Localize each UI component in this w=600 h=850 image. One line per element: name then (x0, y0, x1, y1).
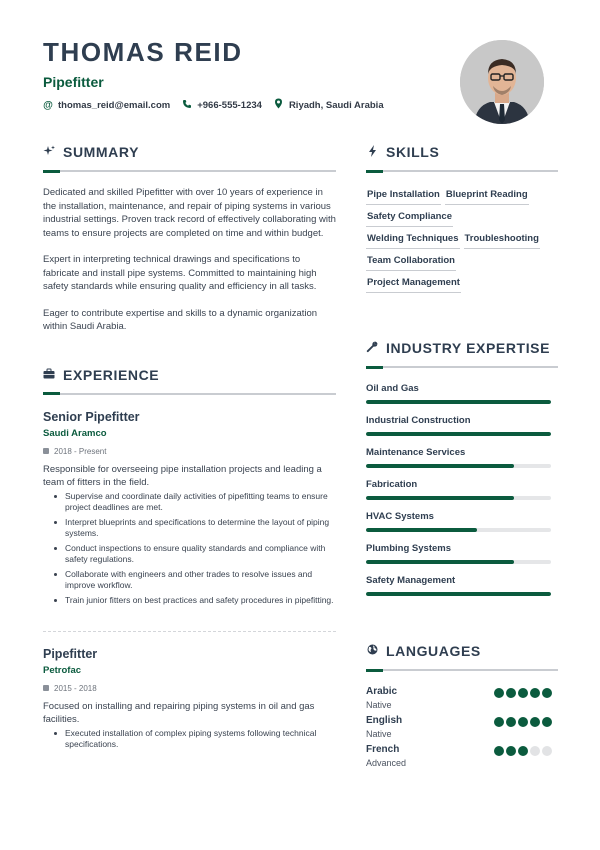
expertise-item (366, 479, 558, 500)
job-description: Responsible for overseeing pipe installation projects and leading a team of fitters in the field. (43, 463, 322, 488)
contact-info (43, 98, 443, 112)
skill-tag: Blueprint Reading (445, 188, 529, 205)
job-bullets (43, 728, 336, 750)
expertise-bar (366, 592, 551, 596)
list-item: Conduct inspections to ensure quality standards and compliance with safety regulations. (43, 543, 336, 565)
job-title: Senior Pipefitter (43, 409, 140, 424)
language-item (366, 744, 558, 773)
skill-spacer (457, 210, 517, 227)
languages-section (366, 642, 558, 773)
expertise-item (366, 511, 558, 532)
calendar-icon (43, 448, 49, 454)
language-level: Advanced (366, 758, 407, 768)
list-item: Train junior fitters on best practices and safety procedures in pipefitting. (43, 595, 336, 606)
summary-section (43, 143, 336, 334)
rating-dot-filled (530, 688, 540, 698)
summary-heading (43, 143, 336, 161)
right-column (366, 143, 558, 773)
language-rating (494, 688, 552, 698)
at-icon: @ (43, 99, 53, 111)
industry-expertise-section (366, 339, 558, 596)
job-dates (43, 447, 336, 456)
expertise-label: Maintenance Services (366, 447, 466, 458)
rating-dot-filled (494, 746, 504, 756)
section-divider (366, 170, 558, 172)
language-name: French (366, 744, 400, 755)
skills-heading (366, 143, 558, 161)
expertise-bar-fill (366, 528, 477, 532)
candidate-name: THOMAS REID (43, 37, 243, 67)
rating-dot-filled (518, 688, 528, 698)
contact-phone[interactable] (182, 98, 262, 112)
job-dates (43, 684, 336, 693)
section-divider (43, 393, 336, 395)
language-rating (494, 717, 552, 727)
phone-text: +966-555-1234 (197, 99, 262, 111)
expertise-item (366, 383, 558, 404)
expertise-bar (366, 432, 551, 436)
expertise-bar (366, 464, 551, 468)
expertise-bar-fill (366, 592, 551, 596)
briefcase-icon (43, 368, 55, 382)
experience-section (43, 366, 336, 750)
list-item: Executed installation of complex piping systems following technical specifications. (43, 728, 336, 750)
job-dates-text: 2015 - 2018 (54, 683, 97, 693)
summary-paragraph: Expert in interpreting technical drawings and specifications to fabricate and install pipe systems. Committed to maintaining high safety standards while ensuring quality and efficiency in all tasks. (43, 254, 317, 292)
skills-section (366, 143, 558, 293)
rating-dot-filled (506, 746, 516, 756)
languages-heading-text: LANGUAGES (386, 643, 481, 659)
rating-dot-filled (506, 688, 516, 698)
experience-heading (43, 366, 336, 384)
skills-list (366, 188, 558, 293)
candidate-title: Pipefitter (43, 74, 104, 90)
rating-dot-filled (494, 717, 504, 727)
expertise-list (366, 383, 558, 596)
expertise-label: Plumbing Systems (366, 543, 451, 554)
email-text: thomas_reid@email.com (58, 99, 171, 111)
expertise-label: Safety Management (366, 575, 456, 586)
summary-paragraph: Dedicated and skilled Pipefitter with over 10 years of experience in the installation, maintenance, and repair of piping systems in various industrial settings. Proven track record of effectively collaborating with teams to ensure projects are completed on time and within budget. (43, 187, 336, 239)
expertise-bar-fill (366, 560, 514, 564)
rating-dot-empty (530, 746, 540, 756)
language-name: English (366, 715, 403, 726)
skill-tag: Project Management (366, 276, 461, 293)
expertise-item (366, 415, 558, 436)
industry-heading-text: INDUSTRY EXPERTISE (386, 340, 551, 356)
rating-dot-filled (518, 717, 528, 727)
expertise-item (366, 575, 558, 596)
industry-heading (366, 339, 558, 357)
skill-tag: Safety Compliance (366, 210, 453, 227)
location-text: Riyadh, Saudi Arabia (288, 99, 384, 111)
company-name: Petrofac (43, 664, 82, 676)
company-name: Saudi Aramco (43, 427, 107, 439)
job-entry (43, 647, 336, 750)
expertise-bar-fill (366, 432, 551, 436)
job-title: Pipefitter (43, 646, 98, 661)
expertise-bar-fill (366, 496, 514, 500)
rating-dot-filled (518, 746, 528, 756)
rating-dot-filled (530, 717, 540, 727)
skill-tag: Welding Techniques (366, 232, 460, 249)
expertise-bar (366, 496, 551, 500)
expertise-label: Oil and Gas (366, 383, 419, 394)
job-entry (43, 410, 336, 632)
expertise-label: Fabrication (366, 479, 418, 490)
list-item: Interpret blueprints and specifications to determine the layout of piping systems. (43, 517, 336, 539)
sparkle-icon (43, 145, 55, 160)
list-item: Supervise and coordinate daily activities of pipefitting teams to ensure project deadlines are met. (43, 491, 336, 513)
skill-tag: Team Collaboration (366, 254, 456, 271)
language-rating (494, 746, 552, 756)
section-divider (366, 669, 558, 671)
wrench-icon (366, 341, 378, 356)
rating-dot-filled (542, 688, 552, 698)
portrait-image (460, 40, 544, 124)
language-level: Native (366, 729, 392, 739)
calendar-icon (43, 685, 49, 691)
job-description: Focused on installing and repairing piping systems in oil and gas facilities. (43, 700, 315, 725)
map-pin-icon (274, 98, 284, 112)
language-level: Native (366, 700, 392, 710)
languages-heading (366, 642, 558, 660)
experience-heading-text: EXPERIENCE (63, 366, 160, 383)
list-item: Collaborate with engineers and other trades to resolve issues and improve workflow. (43, 569, 336, 591)
resume-header (43, 38, 443, 112)
summary-paragraph: Eager to contribute expertise and skills to a dynamic organization within Saudi Arabia. (43, 307, 318, 332)
rating-dot-empty (542, 746, 552, 756)
expertise-item (366, 543, 558, 564)
expertise-bar-fill (366, 464, 514, 468)
language-name: Arabic (366, 686, 398, 697)
languages-list (366, 686, 558, 773)
summary-heading-text: SUMMARY (63, 144, 140, 160)
skills-heading-text: SKILLS (386, 144, 440, 160)
expertise-bar (366, 560, 551, 564)
expertise-label: Industrial Construction (366, 415, 471, 426)
expertise-label: HVAC Systems (366, 511, 434, 522)
expertise-bar (366, 400, 551, 404)
language-item (366, 686, 558, 715)
contact-location (274, 98, 384, 112)
lightning-icon (366, 145, 378, 160)
rating-dot-filled (542, 717, 552, 727)
profile-photo (460, 40, 544, 124)
language-item (366, 715, 558, 744)
job-bullets (43, 491, 336, 606)
job-separator (43, 631, 336, 632)
section-divider (43, 170, 336, 172)
rating-dot-filled (506, 717, 516, 727)
globe-icon (366, 644, 378, 658)
expertise-bar-fill (366, 400, 551, 404)
expertise-item (366, 447, 558, 468)
summary-text (43, 186, 336, 334)
job-dates-text: 2018 - Present (54, 446, 107, 456)
section-divider (366, 366, 558, 368)
contact-email[interactable] (43, 98, 170, 112)
left-column (43, 143, 336, 754)
expertise-bar (366, 528, 551, 532)
rating-dot-filled (494, 688, 504, 698)
skill-tag: Troubleshooting (464, 232, 540, 249)
phone-icon (182, 99, 192, 112)
skill-tag: Pipe Installation (366, 188, 441, 205)
skill-spacer (460, 254, 540, 271)
